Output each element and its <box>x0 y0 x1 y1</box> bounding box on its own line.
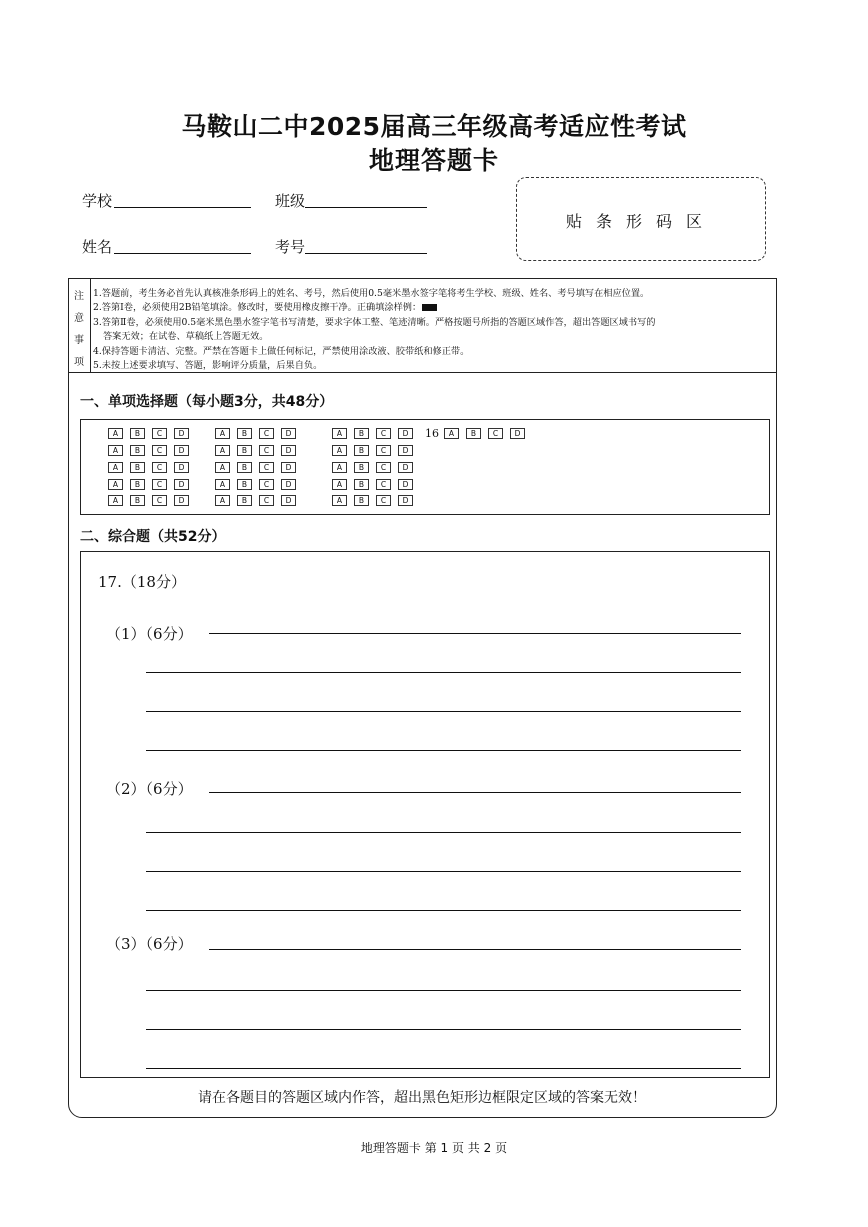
option-bubble-c[interactable]: C <box>376 462 391 473</box>
notice-heading-char: 项 <box>74 357 84 368</box>
option-bubble-b[interactable]: B <box>130 479 145 490</box>
notice-heading-char: 意 <box>74 313 84 324</box>
notice-item: 答案无效；在试卷、草稿纸上答题无效。 <box>103 331 269 342</box>
question-17-label: 17.（18分） <box>98 573 186 591</box>
option-bubble-b[interactable]: B <box>130 495 145 506</box>
option-bubble-a[interactable]: A <box>332 495 347 506</box>
option-bubble-d[interactable]: D <box>174 428 189 439</box>
option-bubble-c[interactable]: C <box>376 445 391 456</box>
answer-line[interactable] <box>146 832 741 833</box>
notice-item: 1.答题前，考生务必首先认真核准条形码上的姓名、考号，然后使用0.5毫米墨水签字笔将考生学校、班级、姓名、考号填写在相应位置。 <box>93 288 650 299</box>
option-bubble-c[interactable]: C <box>152 495 167 506</box>
notice-heading-char: 事 <box>74 335 84 346</box>
option-bubble-d[interactable]: D <box>510 428 525 439</box>
option-bubble-c[interactable]: C <box>259 445 274 456</box>
option-bubble-a[interactable]: A <box>332 462 347 473</box>
filled-sample-mark <box>422 304 437 311</box>
answer-line[interactable] <box>146 672 741 673</box>
option-bubble-a[interactable]: A <box>108 495 123 506</box>
answer-line[interactable] <box>209 633 741 634</box>
page-subtitle: 地理答题卡 <box>368 146 499 175</box>
class-field[interactable] <box>305 207 427 208</box>
answer-line[interactable] <box>146 910 741 911</box>
option-bubble-d[interactable]: D <box>281 445 296 456</box>
option-bubble-d[interactable]: D <box>174 479 189 490</box>
answer-line[interactable] <box>209 949 741 950</box>
answer-line[interactable] <box>146 711 741 712</box>
option-bubble-a[interactable]: A <box>215 428 230 439</box>
part-2-label: （2）（6分） <box>106 780 193 798</box>
answer-line[interactable] <box>146 750 741 751</box>
option-bubble-b[interactable]: B <box>354 462 369 473</box>
option-bubble-d[interactable]: D <box>174 445 189 456</box>
option-bubble-c[interactable]: C <box>488 428 503 439</box>
option-bubble-d[interactable]: D <box>281 479 296 490</box>
name-label: 姓名 <box>82 238 113 256</box>
option-bubble-b[interactable]: B <box>237 462 252 473</box>
option-bubble-c[interactable]: C <box>152 445 167 456</box>
name-field[interactable] <box>114 253 251 254</box>
notice-heading-char: 注 <box>74 291 84 302</box>
notice-item: 2.答第Ⅰ卷，必须使用2B铅笔填涂。修改时，要使用橡皮擦干净。正确填涂样例： <box>93 299 437 313</box>
answer-line[interactable] <box>146 871 741 872</box>
option-bubble-a[interactable]: A <box>332 428 347 439</box>
option-bubble-c[interactable]: C <box>259 479 274 490</box>
notice-item: 3.答第Ⅱ卷，必须使用0.5毫米黑色墨水签字笔书写清楚，要求字体工整、笔迹清晰。严格按题号所指的答题区域作答，超出答题区域书写的 <box>93 317 656 328</box>
part-1-label: （1）（6分） <box>106 625 193 643</box>
option-bubble-a[interactable]: A <box>108 445 123 456</box>
option-bubble-d[interactable]: D <box>398 445 413 456</box>
option-bubble-d[interactable]: D <box>398 428 413 439</box>
option-bubble-b[interactable]: B <box>237 495 252 506</box>
option-bubble-b[interactable]: B <box>354 495 369 506</box>
option-bubble-b[interactable]: B <box>237 428 252 439</box>
exam-no-label: 考号 <box>275 238 306 256</box>
option-bubble-c[interactable]: C <box>376 428 391 439</box>
option-bubble-b[interactable]: B <box>130 428 145 439</box>
barcode-area <box>516 177 766 261</box>
option-bubble-c[interactable]: C <box>259 462 274 473</box>
school-field[interactable] <box>114 207 251 208</box>
option-bubble-c[interactable]: C <box>259 495 274 506</box>
option-bubble-b[interactable]: B <box>354 479 369 490</box>
answer-line[interactable] <box>146 990 741 991</box>
option-bubble-b[interactable]: B <box>466 428 481 439</box>
option-bubble-a[interactable]: A <box>108 479 123 490</box>
notice-heading <box>68 278 91 372</box>
answer-line[interactable] <box>209 792 741 793</box>
section1-title: 一、单项选择题（每小题3分，共48分） <box>80 394 334 410</box>
option-bubble-a[interactable]: A <box>332 445 347 456</box>
school-label: 学校 <box>82 192 113 210</box>
option-bubble-d[interactable]: D <box>174 495 189 506</box>
page-title: 马鞍山二中2025届高三年级高考适应性考试 <box>181 112 687 141</box>
option-bubble-c[interactable]: C <box>376 479 391 490</box>
option-bubble-d[interactable]: D <box>398 495 413 506</box>
option-bubble-c[interactable]: C <box>259 428 274 439</box>
option-bubble-b[interactable]: B <box>237 479 252 490</box>
option-bubble-b[interactable]: B <box>130 445 145 456</box>
section2-title: 二、综合题（共52分） <box>80 529 226 545</box>
option-bubble-a[interactable]: A <box>444 428 459 439</box>
notice-item: 5.未按上述要求填写、答题，影响评分质量，后果自负。 <box>93 360 323 371</box>
part-3-label: （3）（6分） <box>106 935 193 953</box>
option-bubble-d[interactable]: D <box>398 462 413 473</box>
answer-line[interactable] <box>146 1029 741 1030</box>
option-bubble-c[interactable]: C <box>152 479 167 490</box>
option-bubble-a[interactable]: A <box>215 445 230 456</box>
answer-line[interactable] <box>146 1068 741 1069</box>
barcode-label: 贴条形码区 <box>565 212 716 231</box>
option-bubble-a[interactable]: A <box>332 479 347 490</box>
option-bubble-a[interactable]: A <box>108 462 123 473</box>
class-label: 班级 <box>275 192 306 210</box>
option-bubble-a[interactable]: A <box>215 462 230 473</box>
notice-divider <box>68 372 776 373</box>
option-bubble-b[interactable]: B <box>354 445 369 456</box>
option-bubble-a[interactable]: A <box>108 428 123 439</box>
option-bubble-a[interactable]: A <box>215 495 230 506</box>
option-bubble-c[interactable]: C <box>152 428 167 439</box>
option-bubble-d[interactable]: D <box>281 495 296 506</box>
option-bubble-d[interactable]: D <box>281 428 296 439</box>
option-bubble-d[interactable]: D <box>398 479 413 490</box>
notice-item: 4.保持答题卡清洁、完整。严禁在答题卡上做任何标记，严禁使用涂改液、胶带纸和修正带。 <box>93 346 470 357</box>
option-bubble-d[interactable]: D <box>174 462 189 473</box>
exam-no-field[interactable] <box>305 253 427 254</box>
option-bubble-d[interactable]: D <box>281 462 296 473</box>
option-bubble-c[interactable]: C <box>152 462 167 473</box>
boundary-warning: 请在各题目的答题区域内作答，超出黑色矩形边框限定区域的答案无效！ <box>198 1090 646 1106</box>
question-number-16: 16 <box>425 427 439 440</box>
option-bubble-b[interactable]: B <box>354 428 369 439</box>
option-bubble-b[interactable]: B <box>130 462 145 473</box>
option-bubble-c[interactable]: C <box>376 495 391 506</box>
page-footer: 地理答题卡 第 1 页 共 2 页 <box>360 1141 508 1155</box>
option-bubble-a[interactable]: A <box>215 479 230 490</box>
option-bubble-b[interactable]: B <box>237 445 252 456</box>
